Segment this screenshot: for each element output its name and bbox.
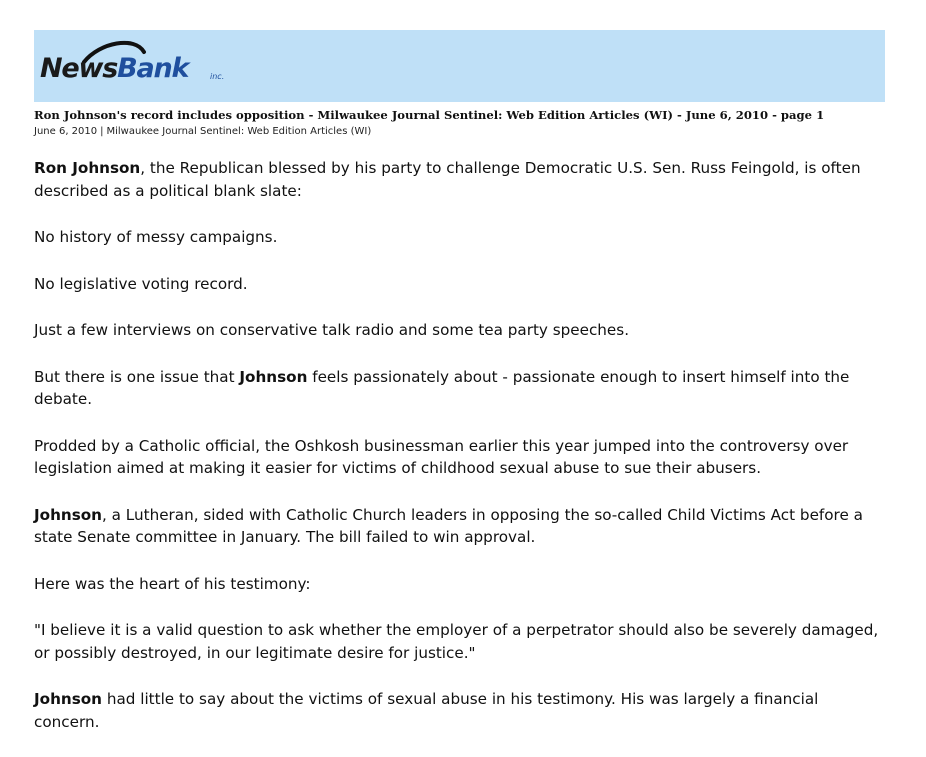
logo-inc: inc.	[210, 72, 225, 81]
newsbank-logo	[40, 38, 240, 98]
paragraph-8: Here was the heart of his testimony:	[34, 574, 311, 593]
meta-separator: |	[100, 126, 104, 137]
paragraph-3: No legislative voting record.	[34, 274, 248, 293]
document-meta	[34, 125, 886, 139]
document-date: June 6, 2010	[34, 126, 98, 137]
article-body	[34, 157, 886, 733]
paragraph-1: Ron Johnson, the Republican blessed by his party to challenge Democratic U.S. Sen. Russ Feingold, is often described as a political blank slate:	[34, 159, 861, 200]
document-page	[34, 30, 886, 757]
logo-wordmark	[40, 54, 188, 84]
name-highlight: Johnson	[34, 505, 102, 524]
document-headline: Ron Johnson's record includes opposition - Milwaukee Journal Sentinel: Web Edition Articles (WI) - June 6, 2010 - page 1	[34, 108, 825, 122]
paragraph-9: "I believe it is a valid question to ask whether the employer of a perpetrator should also be severely damaged, or possibly destroyed, in our legitimate desire for justice."	[34, 621, 879, 662]
document-source: Milwaukee Journal Sentinel: Web Edition Articles (WI)	[106, 126, 372, 137]
name-highlight: Johnson	[239, 367, 308, 386]
name-highlight: Ron Johnson	[34, 159, 141, 177]
newsbank-banner	[34, 30, 885, 102]
paragraph-5: But there is one issue that Johnson feels passionately about - passionate enough to insert himself into the debate.	[34, 367, 850, 408]
name-highlight: Johnson	[34, 690, 102, 708]
paragraph-7: Johnson, a Lutheran, sided with Catholic Church leaders in opposing the so-called Child Victims Act before a state Senate committee in January. The bill failed to win approval.	[34, 505, 863, 546]
logo-bank: Bank	[117, 53, 189, 84]
paragraph-4: Just a few interviews on conservative talk radio and some tea party speeches.	[34, 321, 630, 339]
logo-news: News	[40, 53, 118, 84]
paragraph-10: Johnson had little to say about the victims of sexual abuse in his testimony. His was largely a financial concern.	[34, 690, 819, 731]
paragraph-2: No history of messy campaigns.	[34, 228, 278, 246]
paragraph-6: Prodded by a Catholic official, the Oshkosh businessman earlier this year jumped into the controversy over legislation aimed at making it easier for victims of childhood sexual abuse to sue their abusers.	[34, 436, 849, 477]
